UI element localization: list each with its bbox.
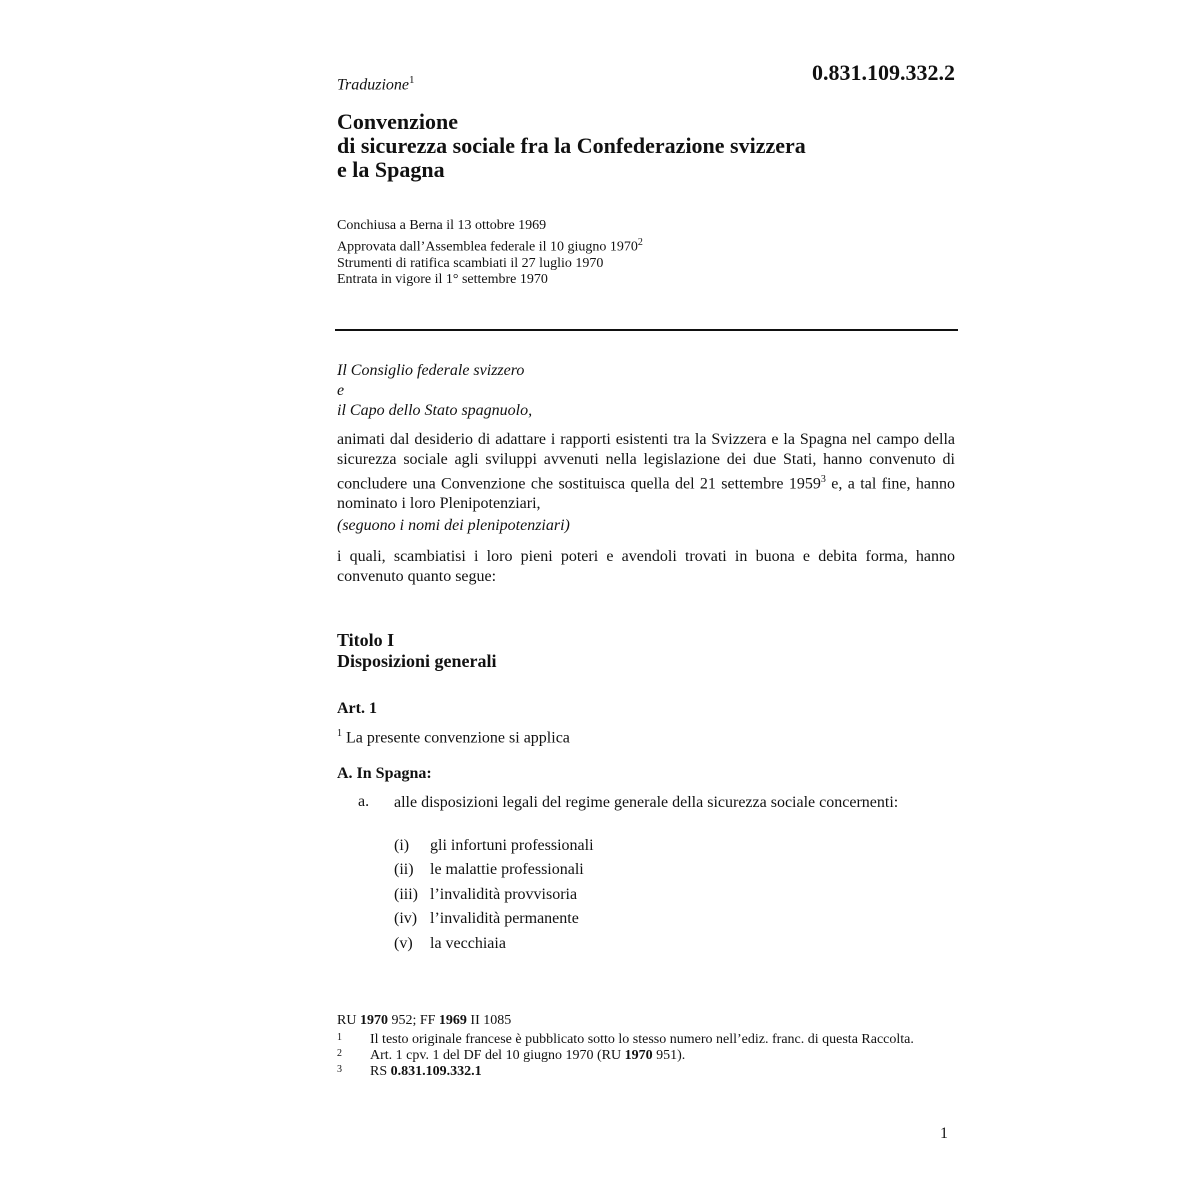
title-line-2: di sicurezza sociale fra la Confederazione svizzera [337,133,806,158]
footnote-text: Il testo originale francese è pubblicato sotto lo stesso numero nell’ediz. franc. di questa Raccolta. [370,1032,914,1047]
horizontal-rule [335,329,958,331]
list-item-label: le malattie professionali [430,861,584,879]
ref-end: II 1085 [466,1013,512,1028]
preamble-paragraph [337,430,955,514]
title-line-1: Convenzione [337,109,458,134]
approved-text: Approvata dall’Assemblea federale il 10 giugno 1970 [337,239,638,255]
article-paragraph [337,728,570,747]
sub-list [394,836,594,958]
footnote-bold: 0.831.109.332.1 [390,1064,482,1079]
footnote-prefix: RS [370,1064,391,1079]
list-item [394,934,594,958]
footnote-text: Art. 1 cpv. 1 del DF del 10 giugno 1970 (RU [370,1048,625,1063]
party-switzerland: Il Consiglio federale svizzero [337,362,525,379]
list-item-number: (iv) [394,910,418,928]
list-item-label: l’invalidità provvisoria [430,885,578,903]
footnote-bold: 1970 [624,1048,653,1063]
list-item-label: la vecchiaia [430,934,506,952]
list-item-number: (i) [394,837,410,854]
footnotes [337,1032,970,1080]
translation-label [337,74,415,94]
ref-mid: 952; FF [387,1013,439,1028]
preamble-text-end: e, a tal fine, hanno nominato i loro Plenipotenziari, [337,475,956,513]
article-heading: Art. 1 [337,700,377,717]
ref-prefix: RU [337,1013,360,1028]
ratification-date: Strumenti di ratifica scambiati il 27 luglio 1970 [337,255,604,271]
page-number: 1 [940,1125,948,1142]
ref-year-2: 1969 [438,1013,467,1028]
document-number: 0.831.109.332.2 [812,60,955,85]
subsection-heading: A. In Spagna: [337,765,432,782]
document-metadata [337,218,643,289]
party-conjunction: e [337,382,345,399]
footnote-marker-2: 2 [637,236,643,248]
footnote-number: 3 [337,1064,342,1075]
footnote-text-end: 951). [652,1048,686,1063]
list-item [394,860,594,884]
section-name: Disposizioni generali [337,651,497,671]
list-item-number: (v) [394,934,413,952]
signatories-note: (seguono i nomi dei plenipotenziari) [337,517,570,534]
list-item-text: alle disposizioni legali del regime generale della sicurezza sociale concernenti: [394,794,899,811]
entry-into-force-date: Entrata in vigore il 1° settembre 1970 [337,272,548,288]
list-item-number: (iii) [394,885,418,903]
list-item [394,909,594,933]
list-item [394,885,594,909]
publication-reference [337,1013,511,1029]
contracting-parties [337,361,532,421]
footnote-number: 2 [337,1048,342,1059]
paragraph-number: 1 [337,728,342,739]
section-number: Titolo I [337,630,395,650]
ref-year-1: 1970 [359,1013,388,1028]
section-title [337,630,497,672]
preamble-text: animati dal desiderio di adattare i rapporti esistenti tra la Svizzera e la Spagna nel campo della sicurezza sociale agli sviluppi avvenuti nella legislazione dei due Stati, hanno convenuto di concludere una Convenzione che sostituisca quella del 21 settembre 1959 [337,431,955,493]
footnote-number: 1 [337,1032,342,1043]
list-item-letter: a. [358,793,370,810]
title-line-3: e la Spagna [337,157,445,182]
footnote-marker-1: 1 [409,74,415,86]
party-spain: il Capo dello Stato spagnuolo, [337,402,533,419]
list-item-label: gli infortuni professionali [430,837,594,854]
footnote-3 [337,1064,970,1080]
list-item-label: l’invalidità permanente [430,910,579,928]
footnote-1 [337,1032,970,1048]
footnote-2 [337,1048,970,1064]
paragraph-text: La presente convenzione si applica [342,729,570,747]
closing-paragraph: i quali, scambiatisi i loro pieni poteri e avendoli trovati in buona e debita forma, hanno convenuto quanto segue: [337,548,955,585]
concluded-date: Conchiusa a Berna il 13 ottobre 1969 [337,218,547,233]
approved-date [337,235,643,256]
document-title [337,110,806,182]
footnote-marker-3: 3 [820,474,826,485]
list-item-number: (ii) [394,861,414,879]
translation-text: Traduzione [337,76,410,94]
list-item [394,836,594,860]
